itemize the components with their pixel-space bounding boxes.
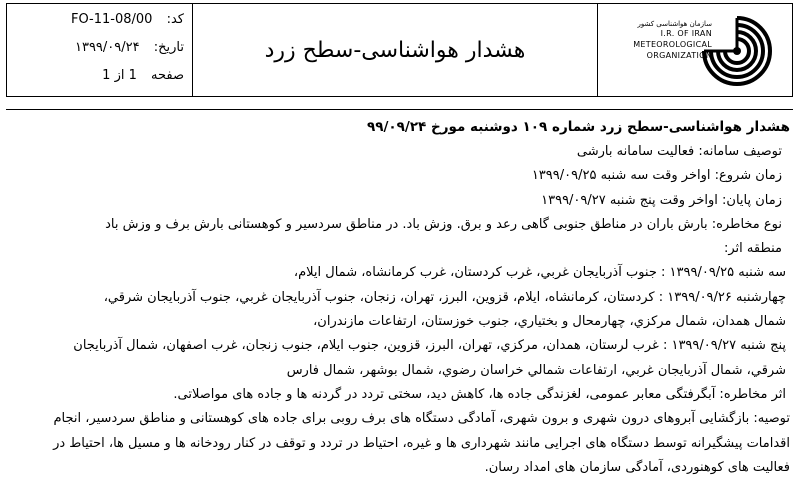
org-name-en-1: I.R. OF IRAN (660, 29, 712, 38)
date-label: تاریخ: (153, 40, 184, 55)
org-name-fa: سازمان هواشناسی کشور (637, 20, 712, 28)
page-label: صفحه (151, 68, 184, 83)
document-header (6, 3, 793, 97)
meteorological-logo-icon (698, 12, 776, 90)
affected-area-line: چهارشنبه ۱۳۹۹/۰۹/۲۶ : کردستان، کرمانشاه، ایلام، قزوین، البرز، تهران، زنجان، جنوب آذربايجان غربي، جنوب آذربايجان شرقي، (103, 289, 786, 305)
hazard-impact: اثر مخاطره: آبگرفتگی معابر عمومی، لغزندگی جاده ها، کاهش دید، سختی تردد در گردنه ها و جاده های مواصلاتی. (173, 386, 786, 402)
code-value: FO-11-08/00 (70, 12, 153, 27)
document-meta (7, 4, 193, 96)
start-time: زمان شروع: اواخر وقت سه شنبه ۱۳۹۹/۰۹/۲۵ (531, 168, 782, 184)
warning-heading: هشدار هواشناسی-سطح زرد شماره ۱۰۹ دوشنبه مورخ ۹۹/۰۹/۲۴ (367, 119, 790, 135)
header-divider (6, 109, 793, 110)
affected-area-line: شمال همدان، شمال مرکزي، چهارمحال و بختياري، جنوب خوزستان، ارتفاعات مازندران، (313, 314, 786, 330)
affected-area-label: منطقه اثر: (723, 241, 782, 257)
org-name-en-2: METEOROLOGICAL (633, 40, 712, 49)
recommendation-line: اقدامات پیشگیرانه توسط دستگاه های اجرایی مانند شهرداری ها و غیره، احتیاط در تردد و توقف در کنار رودخانه ها و مسیل ها، احتیاط در (53, 435, 790, 451)
hazard-type: نوع مخاطره: بارش باران در مناطق جنوبی گاهی رعد و برق. وزش باد. در مناطق سردسیر و کوهستانی بارش برف و وزش باد (105, 216, 782, 232)
affected-area-line: سه شنبه ۱۳۹۹/۰۹/۲۵ : جنوب آذربايجان غربي، غرب كردستان، غرب كرمانشاه، شمال ايلام، (293, 265, 786, 281)
page-row (102, 68, 184, 83)
system-description: توصیف سامانه: فعالیت سامانه بارشی (576, 144, 782, 159)
code-row (71, 12, 184, 27)
affected-area-line: شرقي، شمال آذربايجان غربي، ارتفاعات شمالي خراسان رضوي، شمال بوشهر، شمال فارس (286, 362, 786, 378)
page-value: 1 از 1 (102, 68, 137, 83)
code-label: کد: (166, 12, 184, 27)
end-time: زمان پایان: اواخر وقت پنج شنبه ۱۳۹۹/۰۹/۲۷ (541, 192, 782, 208)
date-value: ۱۳۹۹/۰۹/۲۴ (74, 40, 140, 55)
date-row (75, 40, 184, 55)
warning-body (5, 114, 790, 480)
logo-cell (598, 4, 792, 96)
recommendation-line: فعالیت های کوهنوردی، آمادگی سازمان های امداد رسان. (484, 459, 790, 475)
document-title: هشدار هواشناسی-سطح زرد (264, 37, 526, 63)
affected-area-line: پنج شنبه ۱۳۹۹/۰۹/۲۷ : غرب لرستان، همدان، مرکزي، تهران، البرز، قزوين، جنوب ايلام، جنوب زنجان، غرب اصفهان، شمال آذربايجان (73, 338, 786, 354)
org-name-en-3: ORGANIZATION (646, 51, 712, 60)
recommendation-line: توصیه: بازگشایی آبروهای درون شهری و برون شهری، آمادگی دستگاه های برف روبی برای جاده های کوهستانی و مناطق سردسیر، انجام (53, 411, 790, 427)
title-cell (193, 4, 598, 96)
